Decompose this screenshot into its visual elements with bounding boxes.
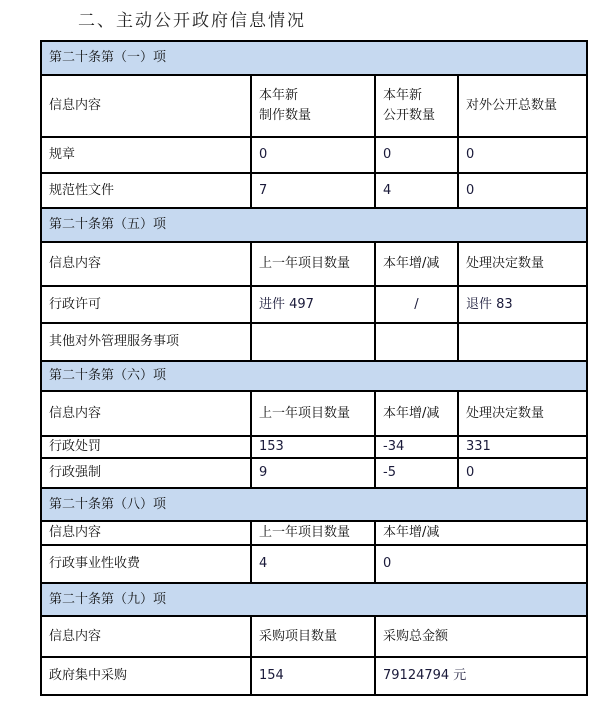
- column-header: 处理决定数量: [458, 242, 587, 286]
- column-header: 上一年项目数量: [251, 391, 375, 436]
- column-header: [375, 75, 458, 137]
- section-title: 第二十条第（一）项: [41, 41, 587, 75]
- column-header-line: 公开数量: [383, 108, 436, 123]
- table-row: [41, 173, 587, 208]
- cell-value: 0: [375, 545, 587, 583]
- column-header: 上一年项目数量: [251, 521, 375, 545]
- column-header-line: 本年新: [259, 88, 299, 103]
- cell-value: 进件 497: [251, 286, 375, 323]
- table-row: [41, 545, 587, 583]
- cell-value: 4: [251, 545, 375, 583]
- row-label: 行政事业性收费: [41, 545, 251, 583]
- cell-value: 79124794 元: [375, 657, 587, 695]
- cell-value: 9: [251, 458, 375, 488]
- cell-value: 153: [251, 436, 375, 458]
- column-header: [251, 75, 375, 137]
- cell-value: /: [375, 286, 458, 323]
- column-header-row: [41, 242, 587, 286]
- cell-value: -5: [375, 458, 458, 488]
- column-header: 信息内容: [41, 616, 251, 657]
- column-header-row: [41, 75, 587, 137]
- column-header: 对外公开总数量: [458, 75, 587, 137]
- cell-value: 0: [458, 173, 587, 208]
- cell-value: -34: [375, 436, 458, 458]
- row-label: 行政许可: [41, 286, 251, 323]
- cell-value: [251, 323, 375, 361]
- section-title: 第二十条第（八）项: [41, 488, 587, 521]
- column-header-row: [41, 391, 587, 436]
- column-header: 信息内容: [41, 75, 251, 137]
- column-header: 本年增/减: [375, 242, 458, 286]
- section-header-1: [41, 41, 587, 75]
- cell-value: 0: [251, 137, 375, 173]
- column-header-line: 本年新: [383, 88, 423, 103]
- column-header-line: 制作数量: [259, 108, 312, 123]
- section-title: 第二十条第（九）项: [41, 583, 587, 616]
- row-label: 行政强制: [41, 458, 251, 488]
- column-header-row: [41, 521, 587, 545]
- cell-value: 0: [458, 458, 587, 488]
- cell-value: 7: [251, 173, 375, 208]
- column-header: 本年增/减: [375, 391, 458, 436]
- column-header: 上一年项目数量: [251, 242, 375, 286]
- column-header: 处理决定数量: [458, 391, 587, 436]
- cell-value: 退件 83: [458, 286, 587, 323]
- page-title: 二、主动公开政府信息情况: [78, 11, 306, 31]
- cell-value: 0: [458, 137, 587, 173]
- column-header: 信息内容: [41, 391, 251, 436]
- column-header: 采购项目数量: [251, 616, 375, 657]
- row-label: 其他对外管理服务事项: [41, 323, 251, 361]
- column-header: 采购总金额: [375, 616, 587, 657]
- section-title: 第二十条第（五）项: [41, 208, 587, 242]
- row-label: 规章: [41, 137, 251, 173]
- table-row: [41, 436, 587, 458]
- cell-value: [458, 323, 587, 361]
- section-title: 第二十条第（六）项: [41, 361, 587, 391]
- row-label: 规范性文件: [41, 173, 251, 208]
- disclosure-table: [40, 40, 588, 696]
- cell-value: 331: [458, 436, 587, 458]
- section-header-9: [41, 583, 587, 616]
- table-row: [41, 137, 587, 173]
- section-header-6: [41, 361, 587, 391]
- table-row: [41, 458, 587, 488]
- column-header: 信息内容: [41, 521, 251, 545]
- column-header: 信息内容: [41, 242, 251, 286]
- section-header-5: [41, 208, 587, 242]
- table-row: [41, 286, 587, 323]
- table-row: [41, 657, 587, 695]
- cell-value: 154: [251, 657, 375, 695]
- table-row: [41, 323, 587, 361]
- cell-value: [375, 323, 458, 361]
- row-label: 行政处罚: [41, 436, 251, 458]
- cell-value: 4: [375, 173, 458, 208]
- section-header-8: [41, 488, 587, 521]
- cell-value: 0: [375, 137, 458, 173]
- column-header-row: [41, 616, 587, 657]
- column-header: 本年增/减: [375, 521, 587, 545]
- row-label: 政府集中采购: [41, 657, 251, 695]
